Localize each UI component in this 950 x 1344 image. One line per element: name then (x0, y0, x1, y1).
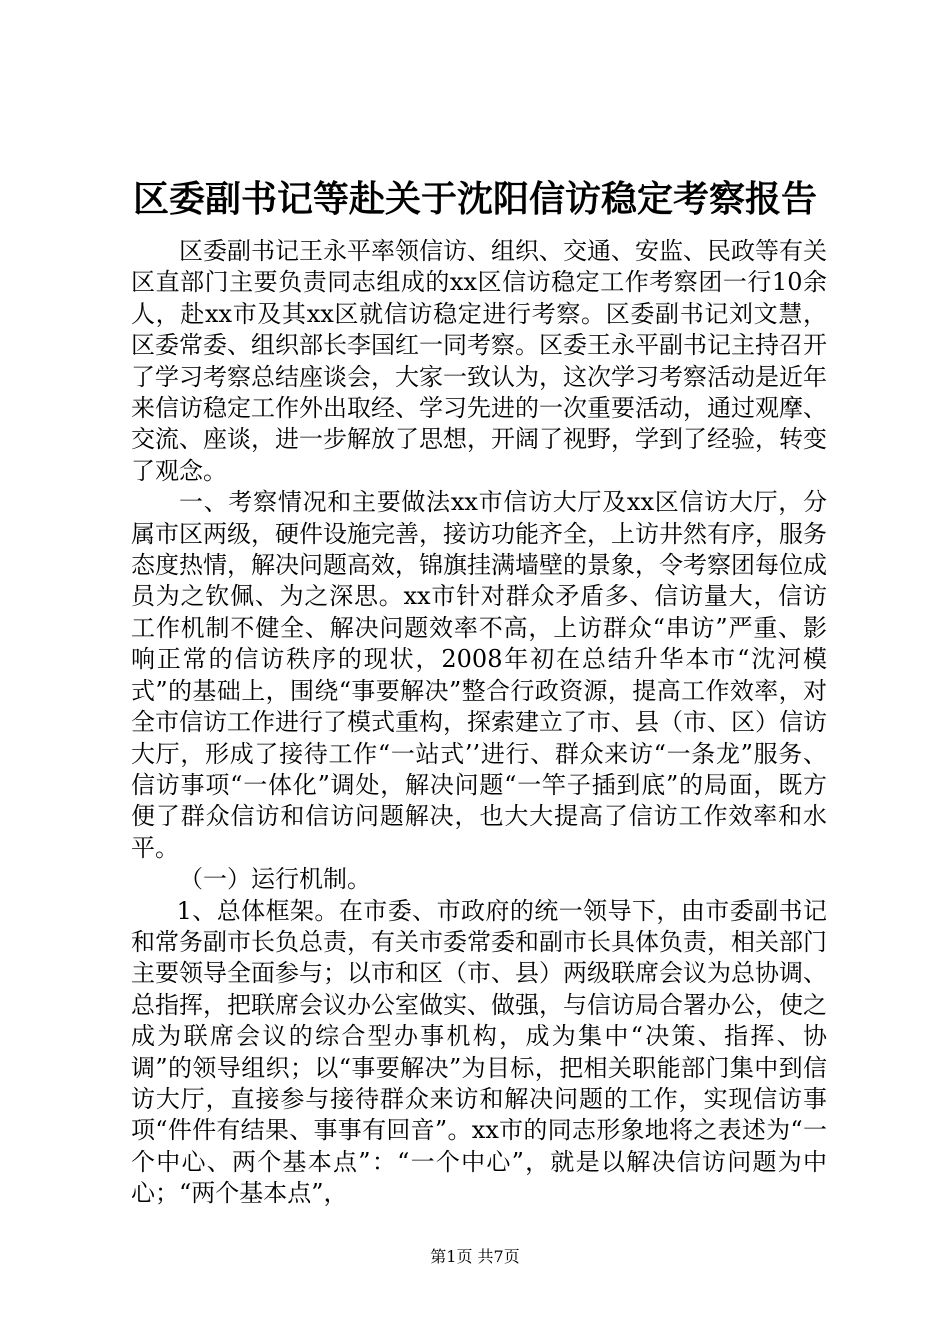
document-body (131, 236, 827, 1210)
paragraph-framework: 1、总体框架。在市委、市政府的统一领导下，由市委副书记和常务副市长负总责，有关市委常委和副市长具体负责，相关部门主要领导全面参与；以市和区（市、县）两级联席会议为总协调、总指挥，把联席会议办公室做实、做强，与信访局合署办公，使之成为联席会议的综合型办事机构，成为集中“决策、指挥、协调”的领导组织；以“事要解决”为目标，把相关职能部门集中到信访大厅，直接参与接待群众来访和解决问题的工作，实现信访事项“件件有结果、事事有回音”。xx市的同志形象地将之表述为“一个中心、两个基本点”：“一个中心”，就是以解决信访问题为中心；“两个基本点”， (131, 896, 827, 1208)
paragraph-section-1: 一、考察情况和主要做法xx市信访大厅及xx区信访大厅，分属市区两级，硬件设施完善，接访功能齐全，上访井然有序，服务态度热情，解决问题高效，锦旗挂满墙壁的景象，令考察团每位成员为之钦佩、为之深思。xx市针对群众矛盾多、信访量大，信访工作机制不健全、解决问题效率不高，上访群众“串访”严重、影响正常的信访秩序的现状，2008年初在总结升华本市“沈河模式”的基础上，围绕“事要解决”整合行政资源，提高工作效率，对全市信访工作进行了模式重构，探索建立了市、县（市、区）信访大厅，形成了接待工作“一站式’’进行、群众来访“一条龙”服务、信访事项“一体化”调处，解决问题“一竿子插到底”的局面，既方便了群众信访和信访问题解决，也大大提高了信访工作效率和水平。 (131, 488, 827, 862)
paragraph-intro: 区委副书记王永平率领信访、组织、交通、安监、民政等有关区直部门主要负责同志组成的xx区信访稳定工作考察团一行10余人，赴xx市及其xx区就信访稳定进行考察。区委副书记刘文慧，区委常委、组织部长李国红一同考察。区委王永平副书记主持召开了学习考察总结座谈会，大家一致认为，这次学习考察活动是近年来信访稳定工作外出取经、学习先进的一次重要活动，通过观摩、交流、座谈，进一步解放了思想，开阔了视野，学到了经验，转变了观念。 (131, 237, 827, 485)
document-title: 区委副书记等赴关于沈阳信访稳定考察报告 (132, 178, 817, 220)
page-footer: 第1页 共7页 (430, 1247, 520, 1266)
paragraph-subheading: （一）运行机制。 (179, 865, 371, 894)
